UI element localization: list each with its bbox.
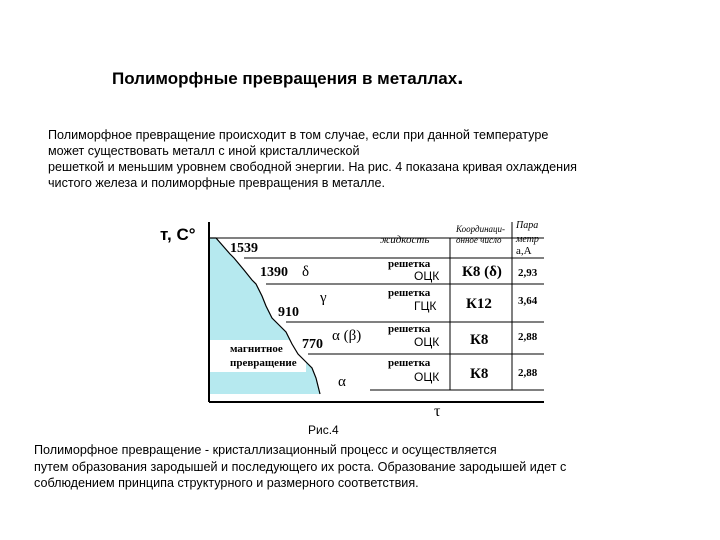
header-param: а,А bbox=[516, 245, 532, 257]
intro-line: чистого железа и полиморфные превращения в металле. bbox=[48, 176, 386, 190]
row-lattice-type: ОЦК bbox=[414, 370, 440, 384]
y-axis-label: т, С° bbox=[160, 225, 196, 244]
row-lattice-type: ОЦК bbox=[414, 335, 440, 349]
row-param: 2,93 bbox=[518, 267, 538, 279]
temp-label: 1390 bbox=[260, 265, 288, 280]
intro-line: решеткой и меньшим уровнем свободной энергии. На рис. 4 показана кривая охлаждения bbox=[48, 160, 577, 174]
intro-line: может существовать металл с иной кристаллической bbox=[48, 144, 360, 158]
row-param: 3,64 bbox=[518, 295, 538, 307]
temp-label: 910 bbox=[278, 305, 299, 320]
phase-label: α (β) bbox=[332, 328, 362, 344]
conclusion-line: Полиморфное превращение - кристаллизационный процесс и осуществляется bbox=[34, 443, 497, 457]
row-param: 2,88 bbox=[518, 331, 538, 343]
temp-label: 1539 bbox=[230, 241, 258, 256]
row-lattice: решетка bbox=[388, 258, 431, 270]
magnetic-label: магнитное bbox=[230, 343, 283, 355]
conclusion-paragraph bbox=[34, 442, 694, 492]
phase-label: α bbox=[338, 374, 346, 390]
row-lattice: решетка bbox=[388, 357, 431, 369]
row-lattice-type: ГЦК bbox=[414, 299, 437, 313]
header-param: Пара bbox=[516, 220, 539, 231]
header-coord: Координаци- bbox=[456, 224, 506, 234]
row-coord: К8 bbox=[470, 332, 489, 348]
row-lattice: решетка bbox=[388, 287, 431, 299]
magnetic-label: превращение bbox=[230, 357, 297, 369]
row-coord: К8 bbox=[470, 366, 489, 382]
title-mark: . bbox=[457, 64, 464, 89]
phase-label: δ bbox=[302, 264, 310, 280]
figure-caption: Рис.4 bbox=[308, 423, 339, 437]
header-param: метр bbox=[516, 234, 539, 245]
conclusion-line: соблюдением принципа структурного и размерного соответствия. bbox=[34, 476, 419, 490]
header-liquid: жидкость bbox=[380, 234, 430, 246]
cooling-curve-figure bbox=[160, 214, 560, 418]
page-title-text: Полиморфные превращения в металлах bbox=[112, 69, 458, 88]
row-coord: К12 bbox=[466, 296, 492, 312]
temp-label: 770 bbox=[302, 337, 323, 352]
intro-line: Полиморфное превращение происходит в том случае, если при данной температуре bbox=[48, 128, 549, 142]
x-axis-label: τ bbox=[434, 403, 441, 418]
intro-paragraph bbox=[48, 127, 688, 191]
page-title bbox=[112, 64, 632, 90]
row-lattice-type: ОЦК bbox=[414, 269, 440, 283]
phase-label: γ bbox=[320, 290, 327, 306]
row-lattice: решетка bbox=[388, 323, 431, 335]
conclusion-line: путем образования зародышей и последующего их роста. Образование зародышей идет с bbox=[34, 459, 567, 474]
header-coord: онное число bbox=[456, 235, 502, 245]
row-coord: К8 (δ) bbox=[462, 264, 502, 280]
row-param: 2,88 bbox=[518, 367, 538, 379]
